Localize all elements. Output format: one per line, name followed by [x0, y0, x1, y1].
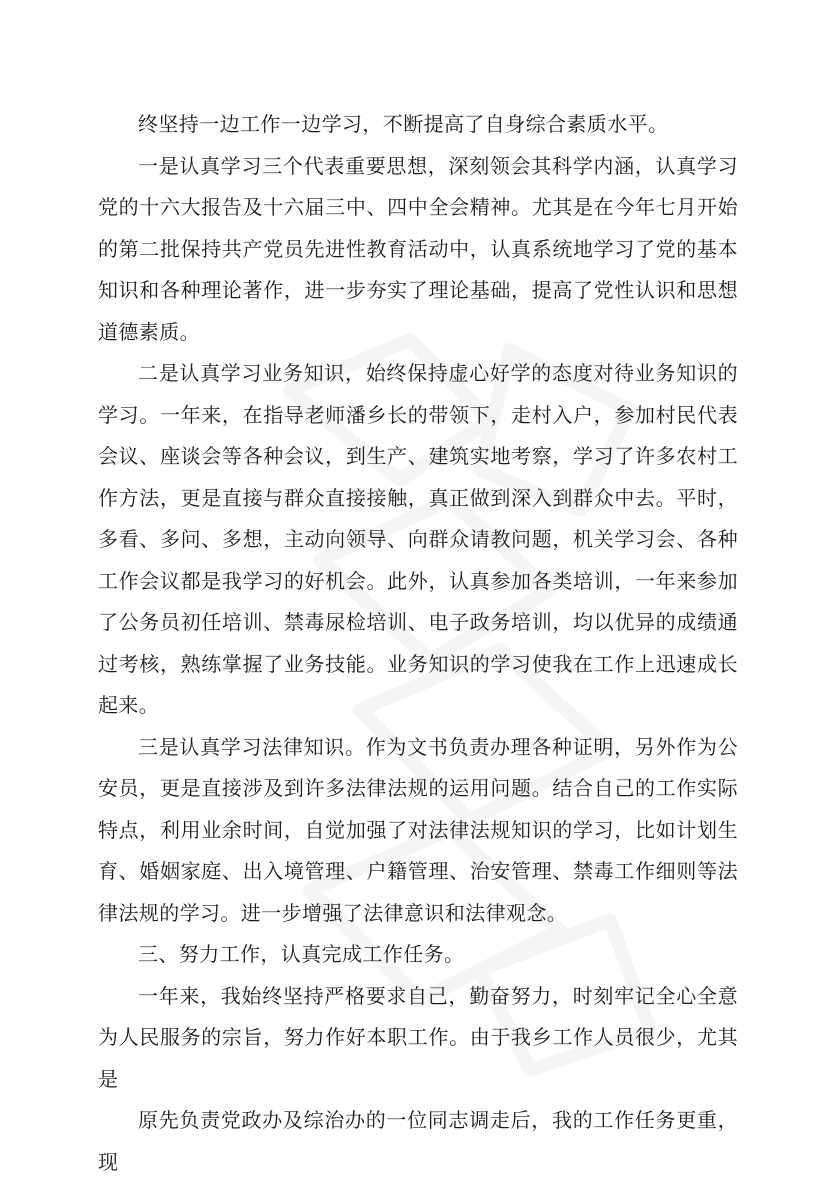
document-body: [98, 104, 738, 1183]
paragraph-4: 三是认真学习法律知识。作为文书负责办理各种证明，另外作为公安员，更是直接涉及到许多法律法规的运用问题。结合自己的工作实际特点，利用业余时间，自觉加强了对法律法规知识的学习，比如计划生育、婚姻家庭、出入境管理、户籍管理、治安管理、禁毒工作细则等法律法规的学习。进一步增强了法律意识和法律观念。: [98, 734, 738, 925]
section-heading: 三、努力工作，认真完成工作任务。: [138, 942, 465, 966]
paragraph-2: 一是认真学习三个代表重要思想，深刻领会其科学内涵，认真学习党的十六大报告及十六届三中、四中全会精神。尤其是在今年七月开始的第二批保持共产党员先进性教育活动中，认真系统地学习了党的基本知识和各种理论著作，进一步夯实了理论基础，提高了党性认识和思想道德素质。: [98, 153, 738, 344]
paragraph-5: 一年来，我始终坚持严格要求自己，勤奋努力，时刻牢记全心全意为人民服务的宗旨，努力作好本职工作。由于我乡工作人员很少，尤其是: [98, 983, 738, 1091]
paragraph-1: 终坚持一边工作一边学习，不断提高了自身综合素质水平。: [138, 112, 669, 136]
paragraph-3: 二是认真学习业务知识，始终保持虚心好学的态度对待业务知识的学习。一年来，在指导老师潘乡长的带领下，走村入户，参加村民代表会议、座谈会等各种会议，到生产、建筑实地考察，学习了许多农村工作方法，更是直接与群众直接接触，真正做到深入到群众中去。平时，多看、多问、多想，主动向领导、向群众请教问题，机关学习会、各种工作会议都是我学习的好机会。此外，认真参加各类培训，一年来参加了公务员初任培训、禁毒尿检培训、电子政务培训，均以优异的成绩通过考核，熟练掌握了业务技能。业务知识的学习使我在工作上迅速成长起来。: [98, 361, 738, 717]
paragraph-6: 原先负责党政办及综治办的一位同志调走后，我的工作任务更重，现: [98, 1108, 738, 1174]
